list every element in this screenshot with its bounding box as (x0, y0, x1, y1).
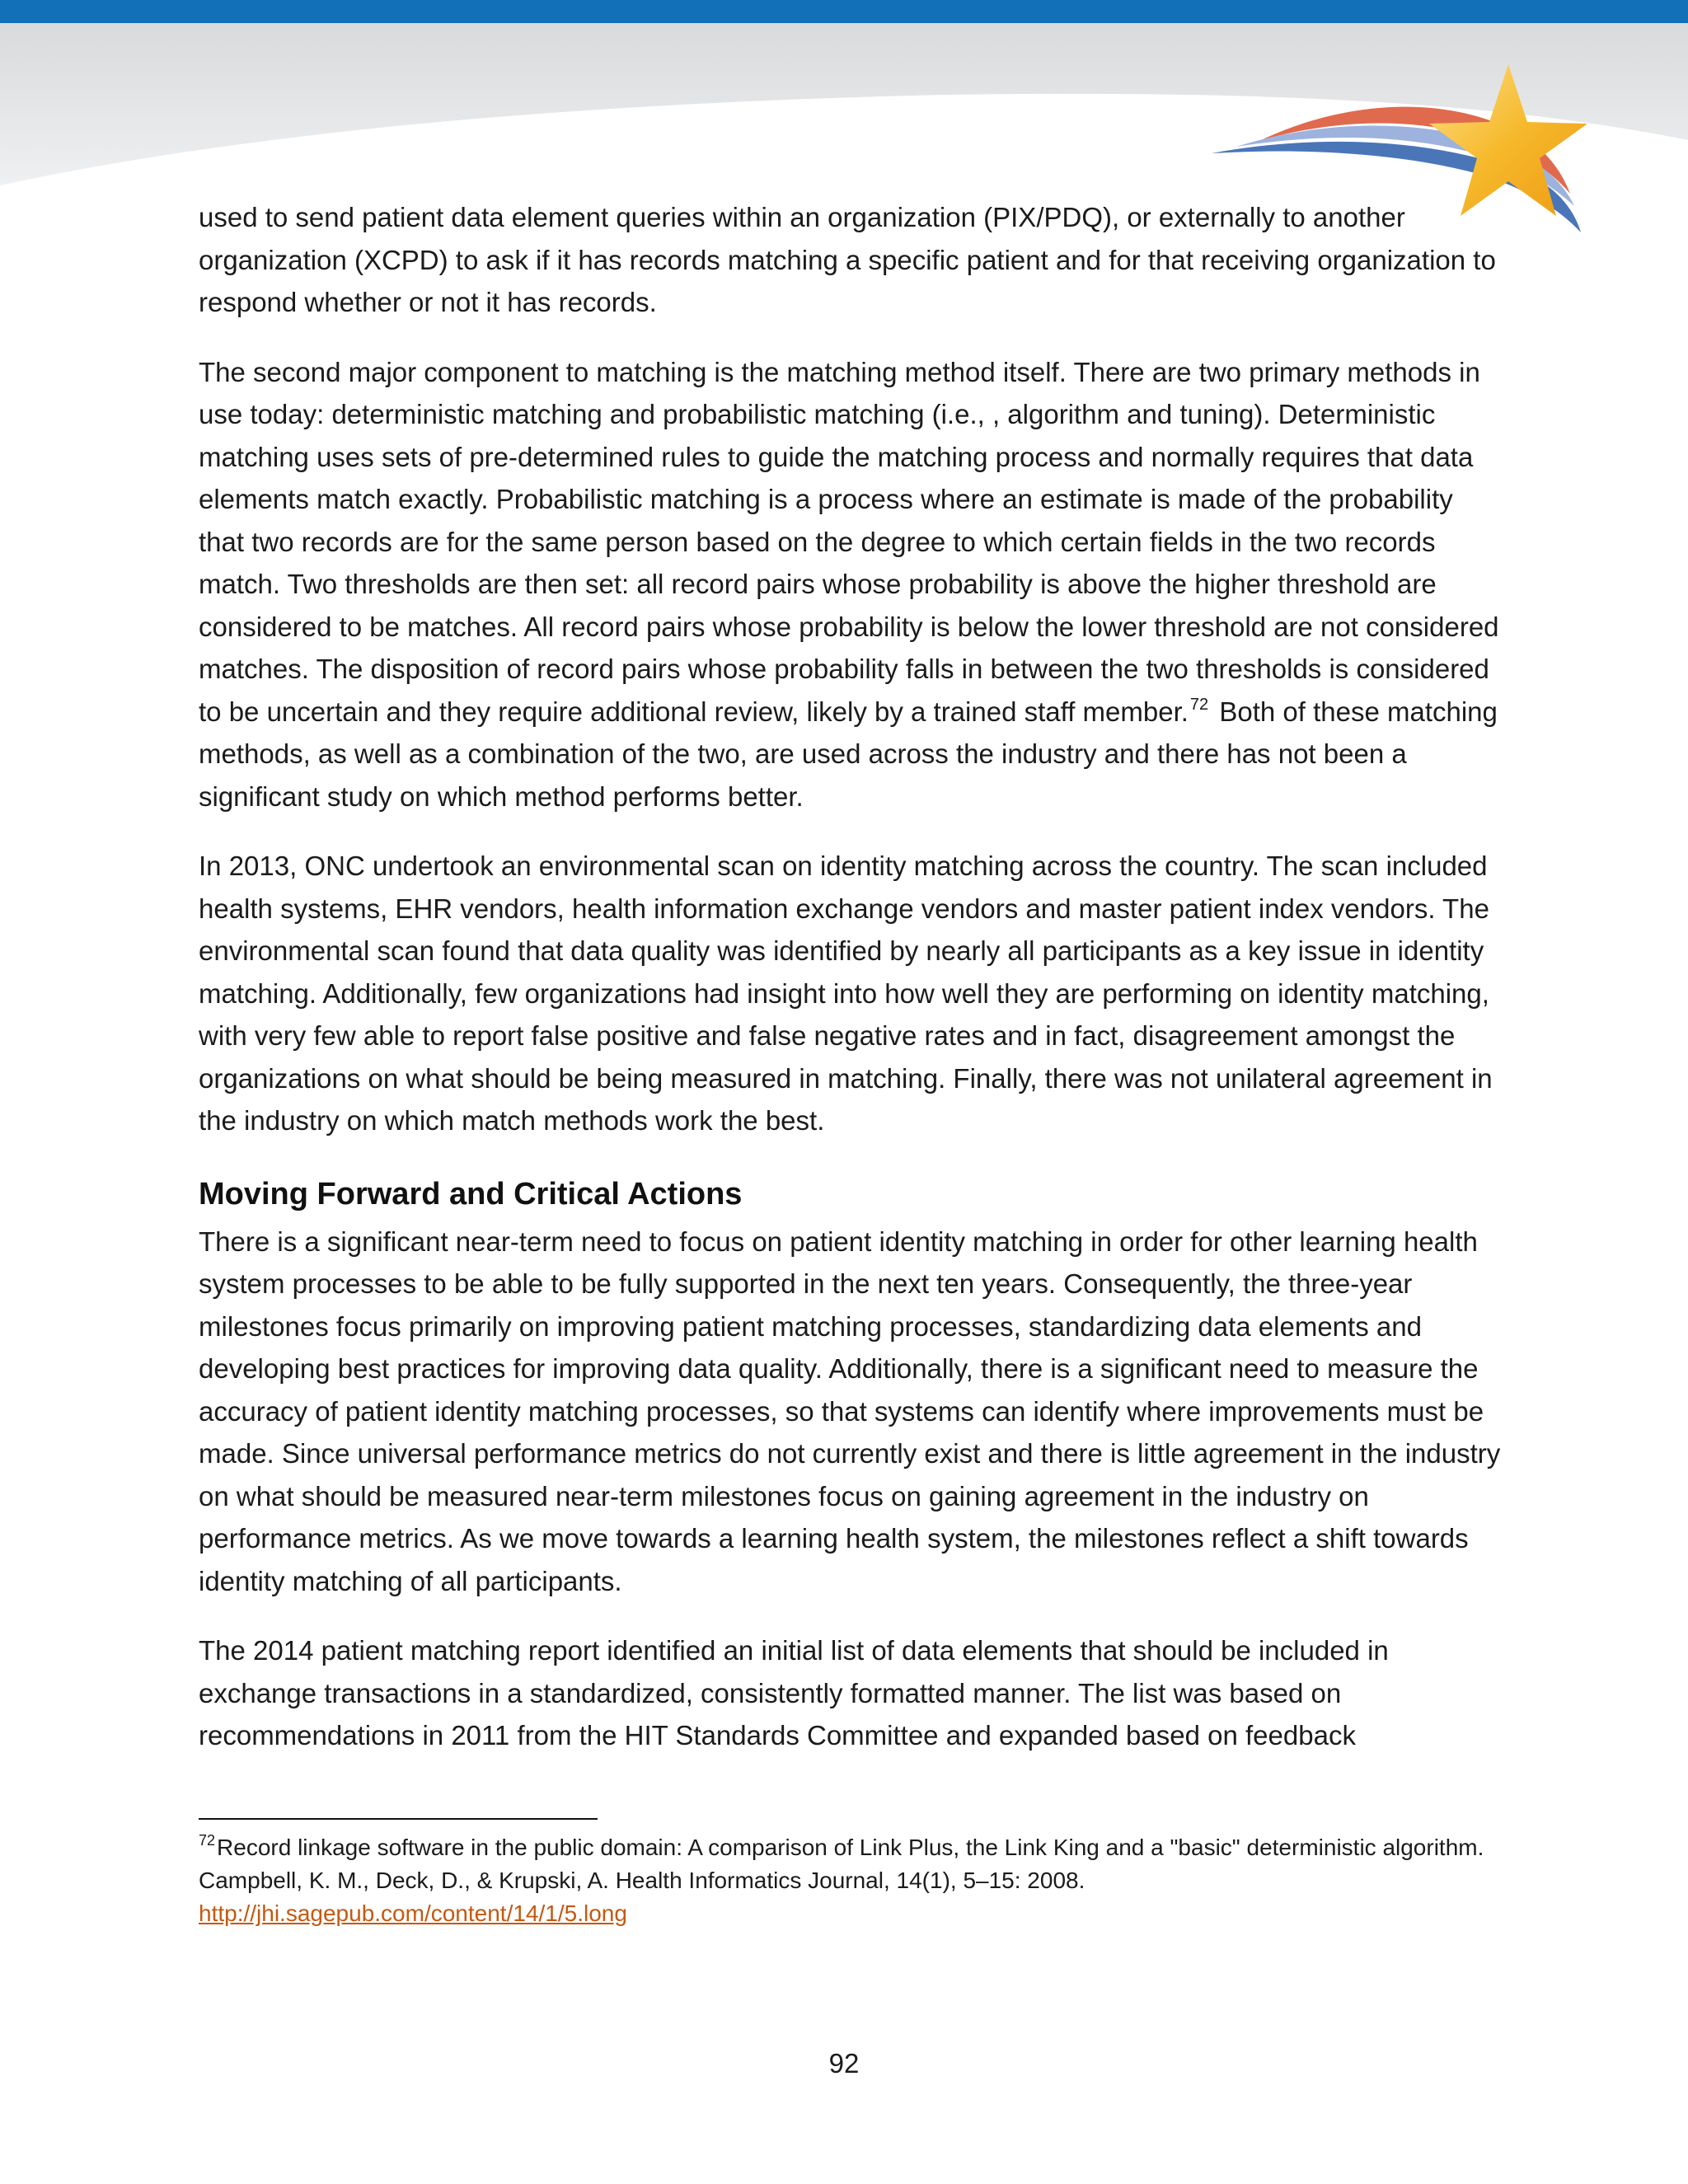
document-body (199, 196, 1501, 1784)
body-paragraph: used to send patient data element queries within an organization (PIX/PDQ), or externally to another organization (XCPD) to ask if it has records matching a specific patient and for that receiving organization to respond whether or not it has records. (199, 202, 1496, 317)
footnote-link[interactable]: http://jhi.sagepub.com/content/14/1/5.long (199, 1900, 627, 1926)
body-paragraph (199, 351, 1501, 818)
body-paragraph-text: Both of these matching methods, as well as a combination of the two, are used across the industry and there has not been a significant study on which method performs better. (199, 696, 1498, 812)
body-paragraph-text: The second major component to matching is the matching method itself. There are two primary methods in use today: deterministic matching and probabilistic matching (i.e., , algorithm and tuning). Deterministic matching uses sets of pre-determined rules to guide the matching process and normally requires that data elements match exactly. Probabilistic matching is a process where an estimate is made of the probability that two records are for the same person based on the degree to which certain fields in the two records match. Two thresholds are then set: all record pairs whose probability is above the higher threshold are considered to be matches. All record pairs whose probability is below the lower threshold are not considered matches. The disposition of record pairs whose probability falls in between the two thresholds is considered to be uncertain and they require additional review, likely by a trained staff member. (199, 356, 1499, 727)
footnote-reference[interactable]: 72 (1189, 695, 1209, 714)
footnote-text: Record linkage software in the public domain: A comparison of Link Plus, the Link King and a "basic" deterministic algorithm. Campbell, K. M., Deck, D., & Krupski, A. Health Informatics Journal, 14(1), 5–15: 2008. (199, 1835, 1484, 1893)
header-blue-band (0, 0, 1688, 23)
footnote (199, 1831, 1501, 1930)
footnote-separator (199, 1818, 598, 1820)
page-number: 92 (828, 2048, 860, 2079)
body-paragraph: In 2013, ONC undertook an environmental scan on identity matching across the country. The scan included health systems, EHR vendors, health information exchange vendors and master patient index vendors. The environmental scan found that data quality was identified by nearly all participants as a key issue in identity matching. Additionally, few organizations had insight into how well they are performing on identity matching, with very few able to report false positive and false negative rates and in fact, disagreement amongst the organizations on what should be being measured in matching. Finally, there was not unilateral agreement in the industry on which match methods work the best. (199, 851, 1493, 1136)
footnote-number: 72 (199, 1832, 216, 1849)
body-paragraph: There is a significant near-term need to focus on patient identity matching in order for other learning health system processes to be able to be fully supported in the next ten years. Consequently, the three-year milestones focus primarily on improving patient matching processes, standardizing data elements and developing best practices for improving data quality. Additionally, there is a significant need to measure the accuracy of patient identity matching processes, so that systems can identify where improvements must be made. Since universal performance metrics do not currently exist and there is little agreement in the industry on what should be measured near-term milestones focus on gaining agreement in the industry on performance metrics. As we move towards a learning health system, the milestones reflect a shift towards identity matching of all participants. (199, 1226, 1501, 1596)
section-heading: Moving Forward and Critical Actions (199, 1176, 743, 1212)
body-paragraph: The 2014 patient matching report identified an initial list of data elements that should be included in exchange transactions in a standardized, consistently formatted manner. The list was based on recommendations in 2011 from the HIT Standards Committee and expanded based on feedback (199, 1635, 1389, 1750)
